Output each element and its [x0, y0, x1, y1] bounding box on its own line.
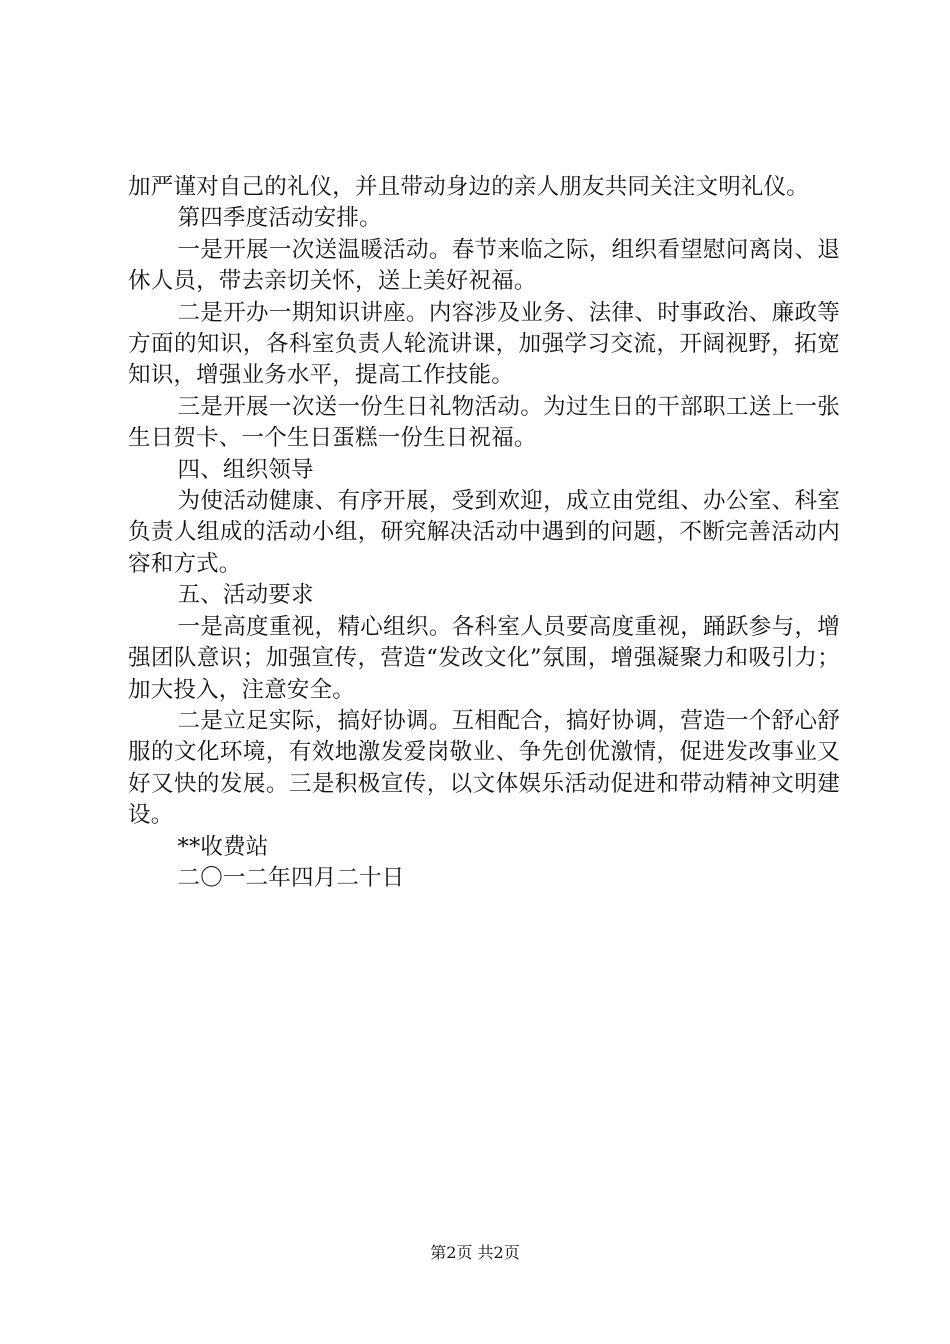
- paragraph-q4-heading: 第四季度活动安排。: [177, 205, 382, 232]
- paragraph-warmth-activity: 一是开展一次送温暖活动。春节来临之际，组织看望慰问离岗、退休人员，带去亲切关怀，送上美好祝福。: [128, 236, 840, 295]
- document-body: [128, 172, 840, 894]
- section-heading-requirements: 五、活动要求: [177, 582, 314, 609]
- signature-date: 二〇一二年四月二十日: [177, 864, 405, 891]
- page-footer: [0, 1243, 950, 1263]
- paragraph-requirement-one: 一是高度重视，精心组织。各科室人员要高度重视，踊跃参与，增强团队意识；加强宣传，营造“发改文化”氛围，增强凝聚力和吸引力；加大投入，注意安全。: [128, 613, 840, 703]
- page-number-label: 第2页 共2页: [430, 1243, 520, 1262]
- signature-organization: **收费站: [177, 833, 269, 860]
- paragraph-requirement-two: 二是立足实际，搞好协调。互相配合，搞好协调，营造一个舒心舒服的文化环境，有效地激发爱岗敬业、争先创优激情，促进发改事业又好又快的发展。三是积极宣传，以文体娱乐活动促进和带动精神文明建设。: [128, 707, 840, 829]
- paragraph-knowledge-lecture: 二是开办一期知识讲座。内容涉及业务、法律、时事政治、廉政等方面的知识，各科室负责人轮流讲课，加强学习交流，开阔视野，拓宽知识，增强业务水平，提高工作技能。: [128, 299, 840, 389]
- section-heading-organization: 四、组织领导: [177, 456, 314, 483]
- paragraph-birthday-gift: 三是开展一次送一份生日礼物活动。为过生日的干部职工送上一张生日贺卡、一个生日蛋糕一份生日祝福。: [128, 393, 840, 452]
- paragraph-organization: 为使活动健康、有序开展，受到欢迎，成立由党组、办公室、科室负责人组成的活动小组，研究解决活动中遇到的问题，不断完善活动内容和方式。: [128, 488, 840, 577]
- paragraph-etiquette-continuation: 加严谨对自己的礼仪，并且带动身边的亲人朋友共同关注文明礼仪。: [128, 174, 810, 200]
